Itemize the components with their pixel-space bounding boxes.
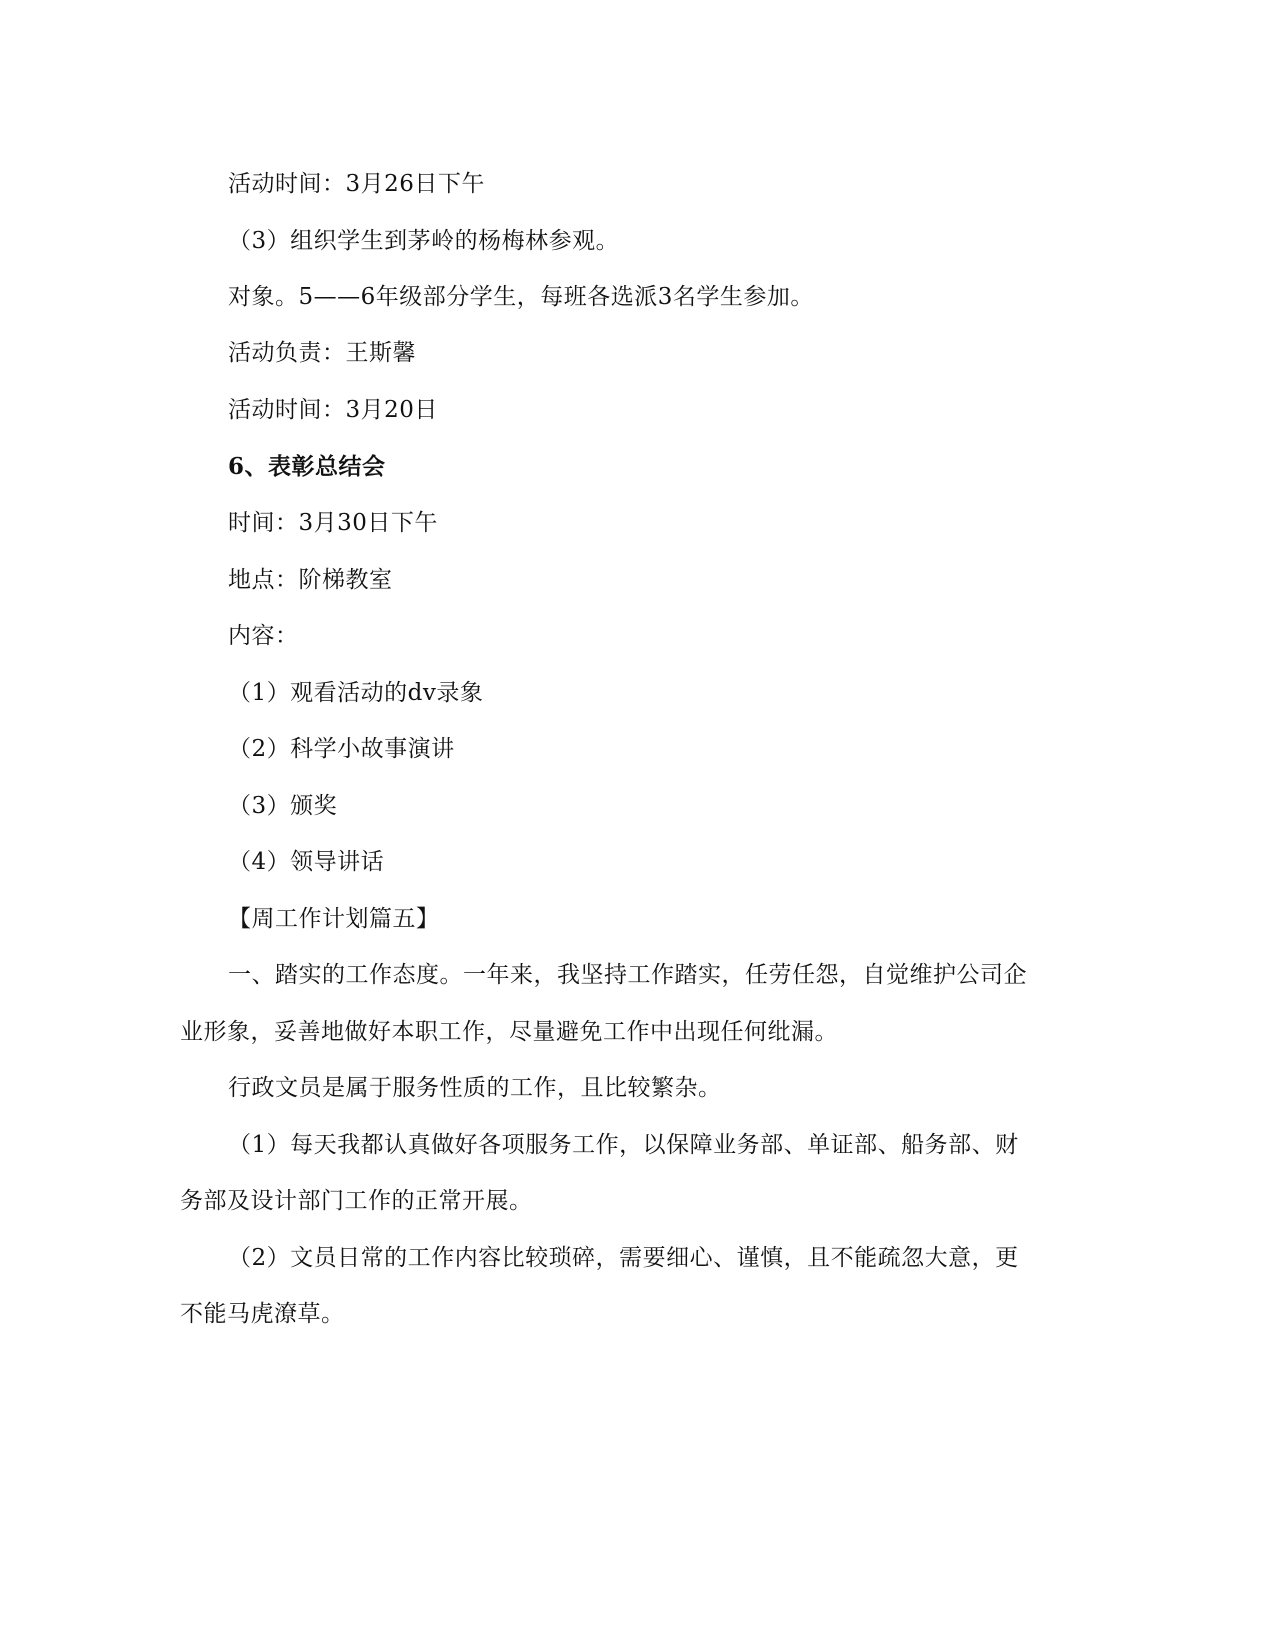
content-item-1: （1）观看活动的dv录象 bbox=[228, 680, 484, 706]
section-heading-week-plan-5: 【周工作计划篇五】 bbox=[228, 906, 440, 932]
activity-date-line: 活动时间：3月20日 bbox=[228, 397, 438, 423]
item-3-visit-line: （3）组织学生到茅岭的杨梅林参观。 bbox=[228, 228, 620, 254]
activity-time-line: 活动时间：3月26日下午 bbox=[228, 171, 485, 197]
content-label-line: 内容： bbox=[228, 623, 299, 649]
paragraph-3-line-1: （1）每天我都认真做好各项服务工作，以保障业务部、单证部、船务部、财 bbox=[228, 1132, 1019, 1158]
content-item-4: （4）领导讲话 bbox=[228, 849, 385, 875]
content-item-2: （2）科学小故事演讲 bbox=[228, 736, 455, 762]
section-heading-awards: 6、表彰总结会 bbox=[228, 453, 386, 480]
target-participants-line: 对象。5——6年级部分学生，每班各选派3名学生参加。 bbox=[228, 284, 814, 310]
content-item-3: （3）颁奖 bbox=[228, 793, 338, 819]
paragraph-3-line-2: 务部及设计部门工作的正常开展。 bbox=[180, 1188, 533, 1214]
paragraph-1-line-2: 业形象，妥善地做好本职工作，尽量避免工作中出现任何纰漏。 bbox=[180, 1019, 838, 1045]
activity-lead-line: 活动负责：王斯馨 bbox=[228, 340, 416, 366]
paragraph-4-line-1: （2）文员日常的工作内容比较琐碎，需要细心、谨慎，且不能疏忽大意，更 bbox=[228, 1245, 1019, 1271]
paragraph-1-line-1: 一、踏实的工作态度。一年来，我坚持工作踏实，任劳任怨，自觉维护公司企 bbox=[228, 962, 1027, 988]
meeting-location-line: 地点：阶梯教室 bbox=[228, 567, 393, 593]
meeting-time-line: 时间：3月30日下午 bbox=[228, 510, 438, 536]
paragraph-2-line-1: 行政文员是属于服务性质的工作，且比较繁杂。 bbox=[228, 1075, 722, 1101]
paragraph-4-line-2: 不能马虎潦草。 bbox=[180, 1301, 345, 1327]
